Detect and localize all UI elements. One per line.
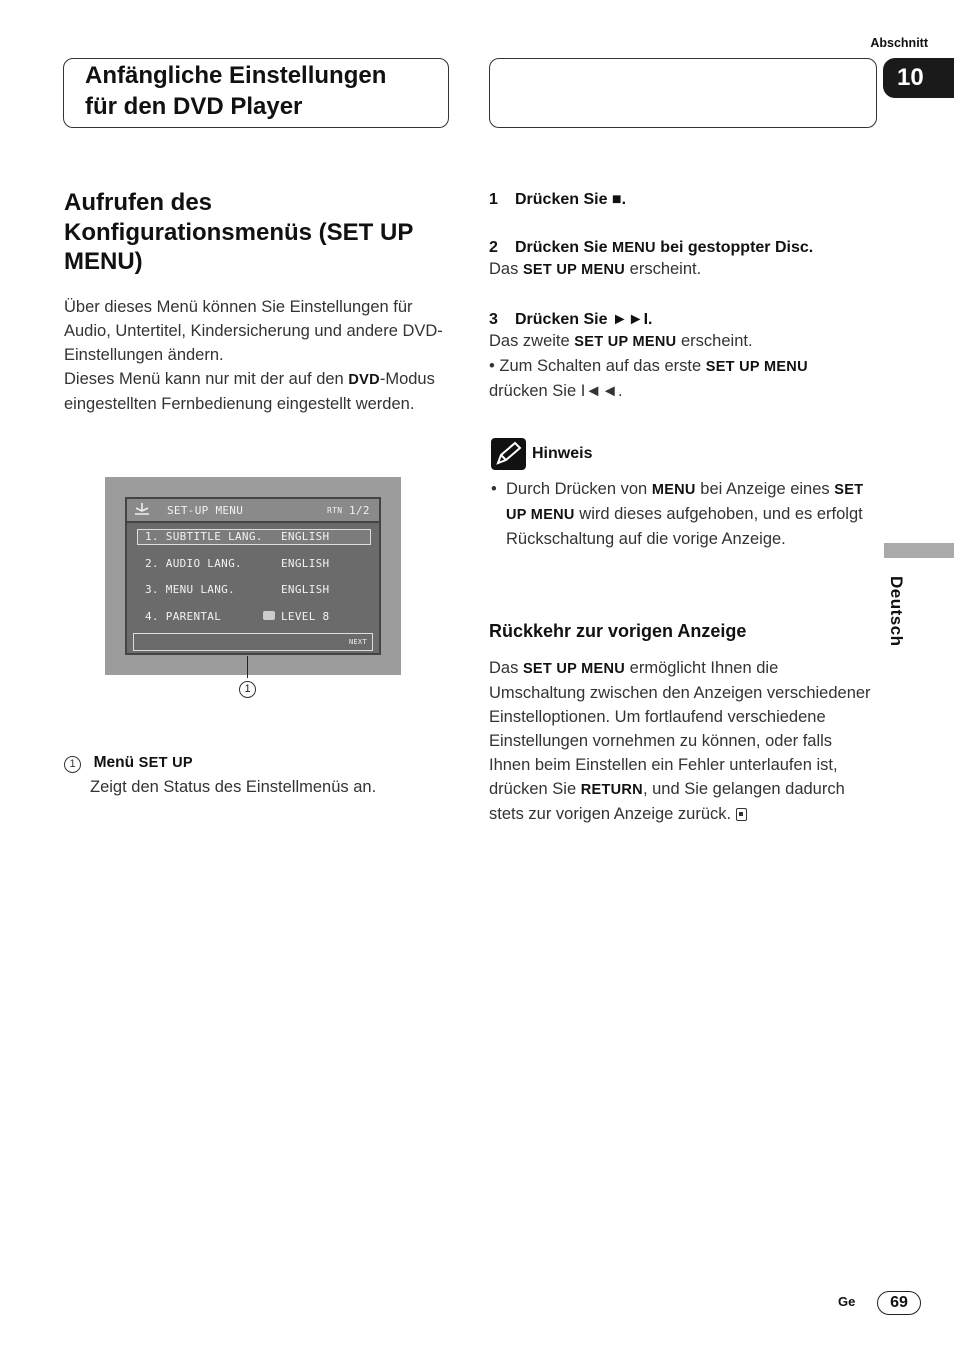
note-bullet: • Durch Drücken von MENU bei Anzeige eines SET UP MENU wird dieses aufgehoben, und es erfolgt Rückschaltung auf die vorige Anzeige. [491,480,864,548]
note-title: Hinweis [532,445,593,462]
language-tab-marker [884,543,954,558]
screen-row: 4. PARENTAL LEVEL 8 [145,610,330,623]
step-2: 2 Drücken Sie MENU bei gestoppter Disc. Das SET UP MENU erscheint. [489,239,814,278]
end-mark-icon [736,808,747,821]
section-label: Abschnitt [870,36,928,50]
intro-paragraph: Über dieses Menü können Sie Einstellungen für Audio, Untertitel, Kindersicherung und andere DVD-Einstellungen ändern. Dieses Menü kann nur mit der auf den DVD-Modus eingestellten Fernbedienung eingestellt werden. [64,298,443,413]
screen-title: SET-UP MENU [167,504,244,517]
step-1: 1 Drücken Sie ■. [489,191,627,208]
callout-line [247,656,248,678]
screen-next: NEXT [348,638,367,646]
return-paragraph: Das SET UP MENU ermöglicht Ihnen die Umschaltung zwischen den Anzeigen verschiedener Einstelloptionen. Um fortlaufend verschiedene Einstellungen vornehmen zu können, oder falls Ihnen beim Einstellen ein Fehler unterlaufen ist, drücken Sie RETURN, und Sie gelangen dadurch stets zur vorigen Anzeige zurück. [489,659,871,823]
header-empty-box [489,58,877,128]
callout-legend: 1 Menü SET UP Zeigt den Status des Einstellmenüs an. [64,750,454,799]
footer-lang-code: Ge [838,1294,856,1309]
callout-marker: 1 [239,681,256,698]
step-3: 3 Drücken Sie ►►I. Das zweite SET UP MENU erscheint. • Zum Schalten auf das erste SET UP MENU drücken Sie I◄◄. [489,311,808,400]
sub-heading: Rückkehr zur vorigen Anzeige [489,621,747,641]
screen-page: 1/2 [349,504,370,517]
disc-menu-icon [133,502,151,518]
setup-menu-screen [105,477,401,675]
section-heading: Aufrufen des Konfigurationsmenüs (SET UP MENU) [64,189,413,275]
screen-row: 3. MENU LANG. ENGLISH [145,583,330,596]
lock-icon [263,611,275,620]
screen-row: 1. SUBTITLE LANG. ENGLISH [145,530,330,543]
screen-rtn: RTN [327,506,343,515]
chapter-title: Anfängliche Einstellungen für den DVD Player [85,62,387,120]
note-pencil-icon [491,438,526,470]
page-number: 69 [877,1291,921,1315]
language-tab-label: Deutsch [887,576,906,647]
screen-row: 2. AUDIO LANG. ENGLISH [145,557,330,570]
chapter-number: 10 [883,58,954,98]
dvd-key: DVD [348,372,380,388]
screen-status-bar [133,633,373,651]
